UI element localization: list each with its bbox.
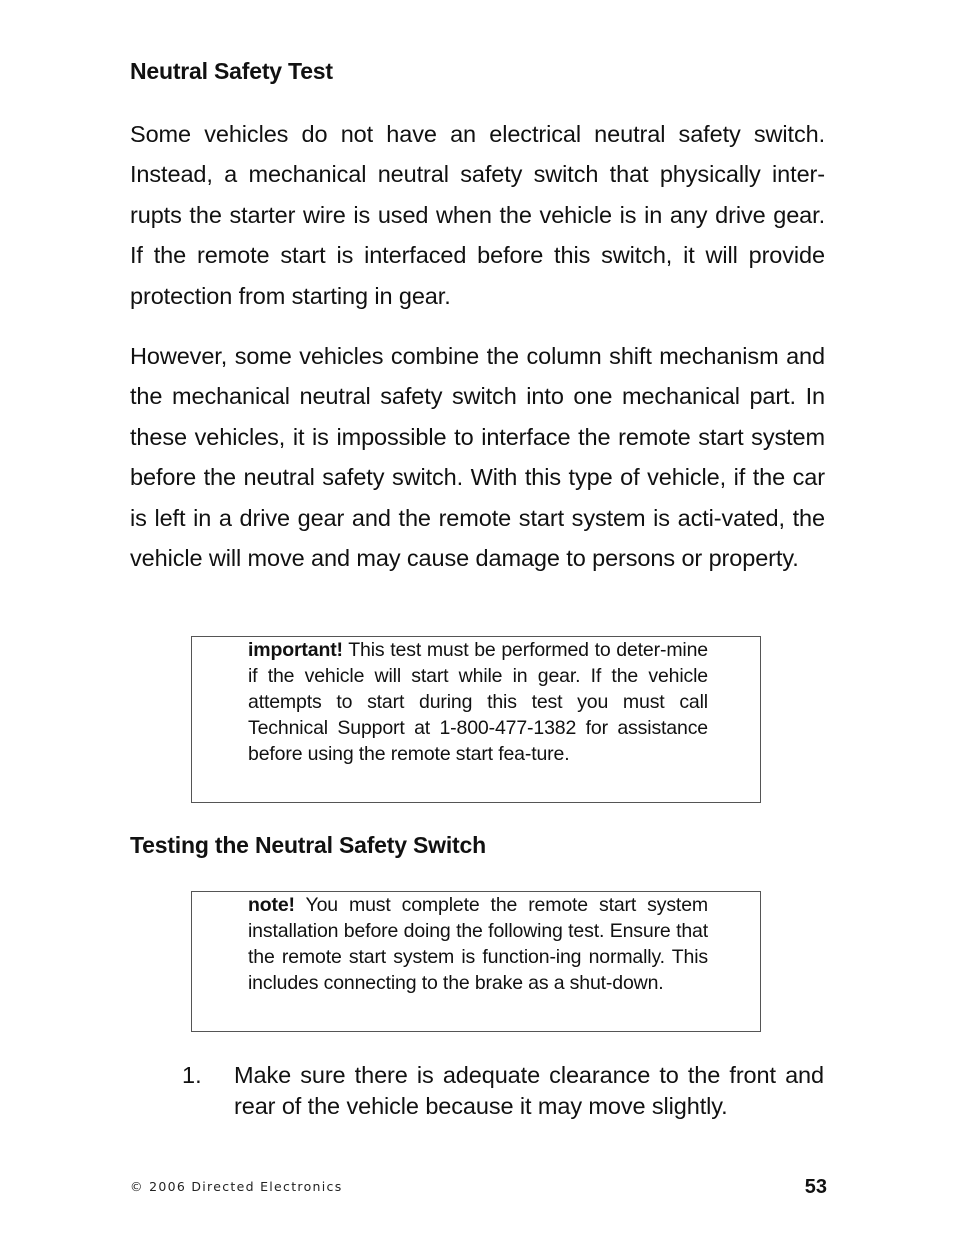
important-callout-box bbox=[191, 636, 761, 803]
important-label: important! bbox=[248, 639, 343, 661]
section-heading-neutral-safety-test: Neutral Safety Test bbox=[130, 58, 333, 84]
important-callout-text bbox=[248, 637, 708, 767]
paragraph-intro: Some vehicles do not have an electrical neutral safety switch. Instead, a mechanical neutral safety switch that physically inter-rupts the starter wire is used when the vehicle is in any drive gear. If the remote start is interfaced before this switch, it will provide protection from starting in gear. bbox=[130, 121, 825, 309]
note-label: note! bbox=[248, 894, 295, 916]
note-body: You must complete the remote start system installation before doing the following test. Ensure that the remote start system is function-ing normally. This includes connecting to the brake as a shut-down. bbox=[248, 894, 708, 994]
step-text: Make sure there is adequate clearance to the front and rear of the vehicle because it may move slightly. bbox=[234, 1062, 824, 1119]
section-heading-testing-switch: Testing the Neutral Safety Switch bbox=[130, 832, 486, 858]
footer-copyright: © 2006 Directed Electronics bbox=[130, 1179, 343, 1194]
note-callout-text bbox=[248, 892, 708, 996]
page-number: 53 bbox=[804, 1176, 827, 1198]
important-body: This test must be performed to deter-mine if the vehicle will start while in gear. If the vehicle attempts to start during this test you must call Technical Support at 1-800-477-1382 for assistance before using the remote start fea-ture. bbox=[248, 639, 708, 765]
note-callout-box bbox=[191, 891, 761, 1032]
step-number: 1. bbox=[182, 1062, 202, 1088]
paragraph-column-shift: However, some vehicles combine the column shift mechanism and the mechanical neutral safety switch into one mechanical part. In these vehicles, it is impossible to interface the remote start system before the neutral safety switch. With this type of vehicle, if the car is left in a drive gear and the remote start system is acti-vated, the vehicle will move and may cause damage to persons or property. bbox=[130, 343, 825, 572]
